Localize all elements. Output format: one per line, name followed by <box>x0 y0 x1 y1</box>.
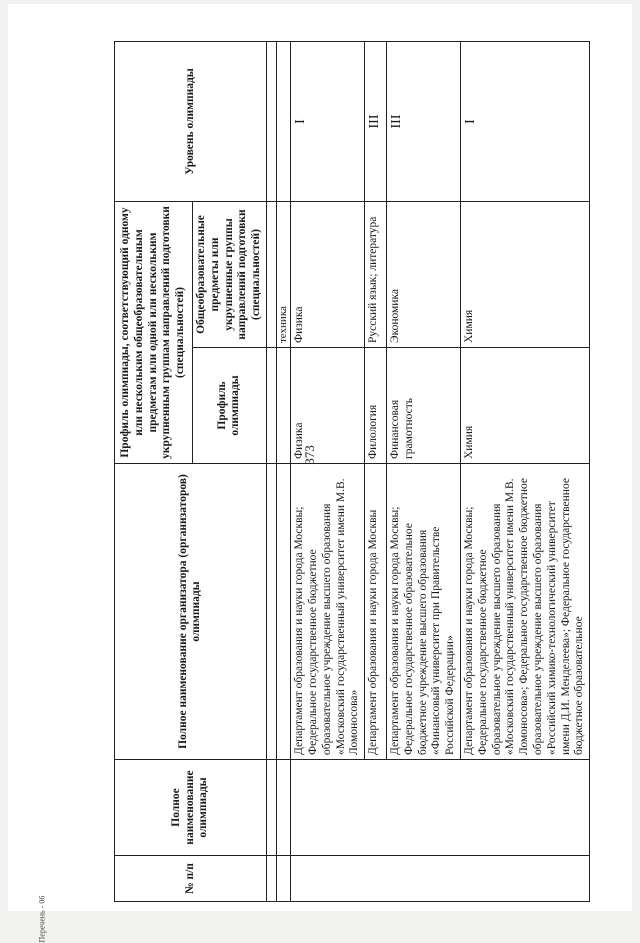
header-profile-group: Профиль олимпиады, соответствующий одному или нескольким общеобразовательным предметам или одной или нескольким укрупненным группам направлений подготовки (специальностей) <box>115 202 193 464</box>
table-row-spacer <box>266 42 276 902</box>
profile-cell: Физика <box>291 348 365 464</box>
level-cell: III <box>386 42 460 202</box>
rotated-table-container <box>114 42 630 902</box>
header-number: № п/п <box>115 856 267 902</box>
subjects-cell: Экономика <box>386 202 460 348</box>
organizer-cell: Департамент образования и науки города Москвы; Федеральное государственное образовательное бюджетное учреждение высшего образования «Финансовый университет при Правительстве Российской Федерации» <box>386 464 460 760</box>
number-cell <box>291 856 590 902</box>
subjects-cell: Физика <box>291 202 365 348</box>
level-cell: I <box>460 42 589 202</box>
olympiad-table <box>114 41 590 902</box>
header-subjects: Общеобразовательные предметы или укрупненные группы направлений подготовки (специальностей) <box>192 202 266 348</box>
organizer-cell: Департамент образования и науки города Москвы; Федеральное государственное бюджетное образовательное учреждение высшего образования «Московский государственный университет имени М.В. Ломоносова»; Федеральное государственное бюджетное образовательное учреждение высшего образования «Российский химико-технологический университет имени Д.И. Менделеева»; Федеральное государственное бюджетное образовательное <box>460 464 589 760</box>
organizer-cell: Департамент образования и науки города Москвы <box>365 464 387 760</box>
header-level: Уровень олимпиады <box>115 42 267 202</box>
table-row-continuation <box>276 42 290 902</box>
profile-cell: Химия <box>460 348 589 464</box>
level-cell: I <box>291 42 365 202</box>
page-number: 373 <box>302 445 317 465</box>
table-header <box>115 42 267 902</box>
level-cell: III <box>365 42 387 202</box>
table-body <box>266 42 589 902</box>
organizer-cell: Департамент образования и науки города Москвы; Федеральное государственное бюджетное образовательное учреждение высшего образования «Московский государственный университет имени М.В. Ломоносова» <box>291 464 365 760</box>
header-profile: Профиль олимпиады <box>192 348 266 464</box>
profile-cell: Финансовая грамотность <box>386 348 460 464</box>
olympiad-name-cell <box>291 760 590 856</box>
profile-cell: Филология <box>365 348 387 464</box>
header-olympiad-name: Полное наименование олимпиады <box>115 760 267 856</box>
subjects-cell: Русский язык; литература <box>365 202 387 348</box>
header-organizer: Полное наименование организатора (организаторов) олимпиады <box>115 464 267 760</box>
continuation-subject-cell: техника <box>276 202 290 348</box>
subjects-cell: Химия <box>460 202 589 348</box>
footer-note: Перечень - 06 <box>37 895 47 943</box>
table-row <box>291 42 365 902</box>
